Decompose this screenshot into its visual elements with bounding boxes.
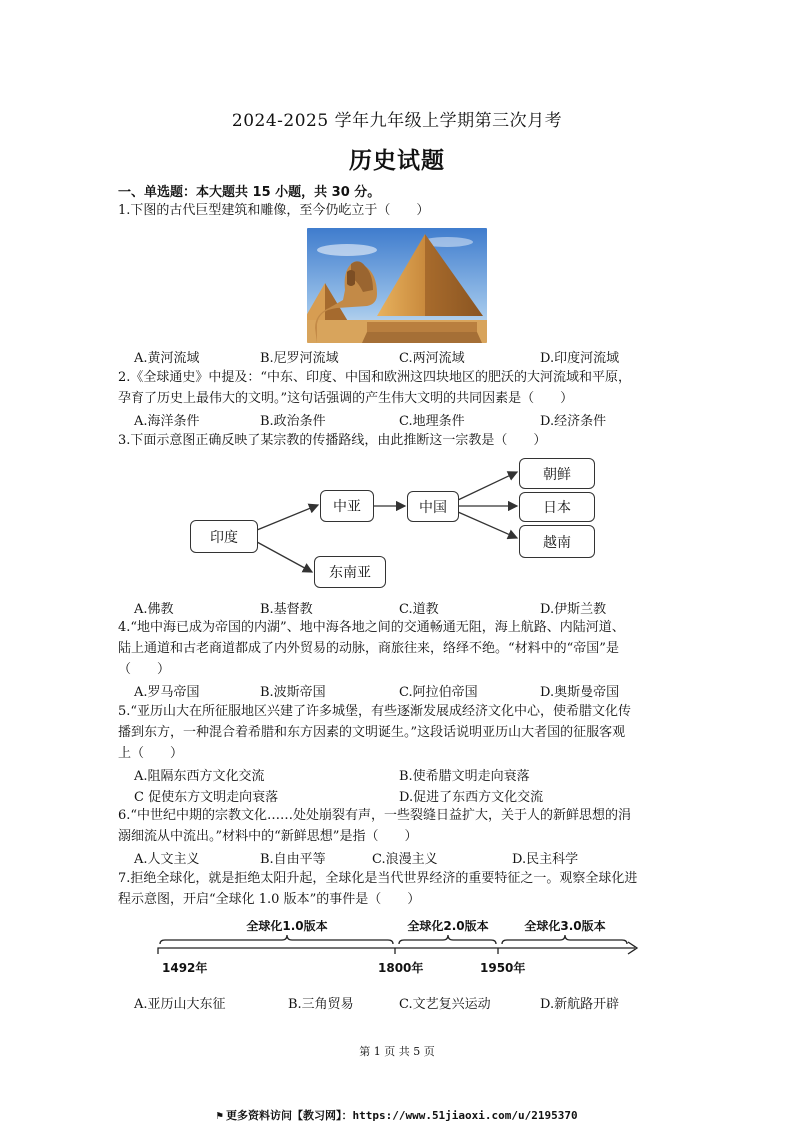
- q3-option-b: B.基督教: [260, 602, 313, 617]
- q2-option-b: B.政治条件: [260, 414, 326, 429]
- arrow-china-korea: [458, 472, 517, 500]
- subject-title: 历史试题: [349, 147, 445, 174]
- q3-option-a: A.佛教: [134, 602, 174, 617]
- year-1492: 1492年: [162, 961, 208, 975]
- q2-option-c: C.地理条件: [399, 414, 465, 429]
- sphinx-and-pyramids-photo: [307, 228, 487, 343]
- node-korea: 朝鲜: [519, 458, 595, 489]
- q3-option-d: D.伊斯兰教: [540, 602, 607, 617]
- q4-option-a: A.罗马帝国: [134, 685, 200, 700]
- arrow-china-vietnam: [458, 512, 517, 538]
- node-china: 中国: [407, 491, 459, 522]
- footer-link[interactable]: [0, 1107, 794, 1123]
- year-1800: 1800年: [378, 961, 424, 975]
- q2-stem-line-1: 2.《全球通史》中提及：“中东、印度、中国和欧洲这四块地区的肥沃的大河流域和平原，: [118, 370, 632, 385]
- q7-option-c: C.文艺复兴运动: [399, 997, 491, 1012]
- node-vietnam: 越南: [519, 525, 595, 558]
- q4-option-d: D.奥斯曼帝国: [540, 685, 620, 700]
- q3-diagram-arrows: [0, 450, 794, 595]
- node-southeast-asia: 东南亚: [314, 556, 386, 588]
- page-number: 第 1 页 共 5 页: [359, 1045, 435, 1058]
- q5-stem-line-1: 5.“亚历山大在所征服地区兴建了许多城堡，有些逐渐发展成经济文化中心，使希腊文化传: [118, 704, 632, 719]
- node-central-asia: 中亚: [320, 490, 374, 522]
- q2-option-a: A.海洋条件: [134, 414, 200, 429]
- flag-icon: ⚑: [216, 1109, 223, 1122]
- q1-option-c: C.两河流域: [399, 351, 465, 366]
- label-globalization-3: 全球化3.0版本: [524, 920, 606, 933]
- brace-globalization-1: [160, 935, 393, 944]
- arrow-india-southeast-asia: [257, 542, 312, 572]
- year-1950: 1950年: [480, 961, 526, 975]
- q4-stem-line-2: 陆上通道和古老商道都成了内外贸易的动脉，商旅往来，络绎不绝。“材料中的“帝国”是: [118, 641, 619, 656]
- q7-option-d: D.新航路开辟: [540, 997, 620, 1012]
- node-india: 印度: [190, 520, 258, 553]
- q4-option-b: B.波斯帝国: [260, 685, 326, 700]
- q3-option-c: C.道教: [399, 602, 439, 617]
- q6-stem-line-2: 溺细流从中流出。”材料中的“新鲜思想”是指（ ）: [118, 829, 418, 844]
- label-globalization-1: 全球化1.0版本: [246, 920, 328, 933]
- q6-stem-line-1: 6.“中世纪中期的宗教文化……处处崩裂有声，一些裂缝日益扩大，关于人的新鲜思想的涓: [118, 808, 632, 823]
- brace-globalization-2: [399, 935, 496, 944]
- q4-stem-line-1: 4.“地中海已成为帝国的内湖”、地中海各地之间的交通畅通无阻，海上航路、内陆河道、: [118, 620, 625, 635]
- q7-timeline: [0, 920, 794, 982]
- q1-stem: 1.下图的古代巨型建筑和雕像，至今仍屹立于（ ）: [118, 203, 430, 218]
- q7-stem-line-1: 7.拒绝全球化，就是拒绝太阳升起，全球化是当代世界经济的重要特征之一。观察全球化进: [118, 871, 638, 886]
- q6-option-d: D.民主科学: [512, 852, 579, 867]
- q6-option-a: A.人文主义: [134, 852, 200, 867]
- q4-stem-line-3: （ ）: [118, 662, 171, 677]
- q7-option-a: A.亚历山大东征: [134, 997, 226, 1012]
- q6-option-b: B.自由平等: [260, 852, 326, 867]
- q5-option-a: A.阻隔东西方文化交流: [134, 769, 265, 784]
- q1-option-a: A.黄河流域: [134, 351, 200, 366]
- arrow-india-central-asia: [257, 505, 318, 530]
- q5-option-c: C 促使东方文明走向衰落: [134, 790, 279, 805]
- q5-option-b: B.使希腊文明走向衰落: [399, 769, 530, 784]
- q2-stem-line-2: 孕育了历史上最伟大的文明。”这句话强调的产生伟大文明的共同因素是（ ）: [118, 391, 574, 406]
- timeline-axis: [158, 948, 635, 954]
- q5-stem-line-2: 播到东方，一种混合着希腊和东方因素的文明诞生。”这段话说明亚历山大者国的征服客观: [118, 725, 626, 740]
- label-globalization-2: 全球化2.0版本: [407, 920, 489, 933]
- q7-option-b: B.三角贸易: [288, 997, 354, 1012]
- q5-stem-line-3: 上（ ）: [118, 746, 184, 761]
- node-japan: 日本: [519, 492, 595, 522]
- footer-link-text[interactable]: 更多资料访问【教习网】：https://www.51jiaoxi.com/u/2195370: [225, 1109, 578, 1122]
- q2-option-d: D.经济条件: [540, 414, 607, 429]
- brace-globalization-3: [502, 935, 627, 944]
- sphinx-pyramid-image: [307, 228, 487, 343]
- exam-title: 2024-2025 学年九年级上学期第三次月考: [231, 111, 563, 131]
- q5-option-d: D.促进了东西方文化交流: [399, 790, 544, 805]
- q1-option-d: D.印度河流域: [540, 351, 620, 366]
- q3-stem: 3.下面示意图正确反映了某宗教的传播路线，由此推断这一宗教是（ ）: [118, 433, 547, 448]
- q7-stem-line-2: 程示意图，开启“全球化 1.0 版本”的事件是（ ）: [118, 892, 421, 907]
- q6-option-c: C.浪漫主义: [372, 852, 438, 867]
- section-heading: 一、单选题：本大题共 15 小题，共 30 分。: [118, 185, 381, 200]
- q4-option-c: C.阿拉伯帝国: [399, 685, 478, 700]
- q1-option-b: B.尼罗河流域: [260, 351, 339, 366]
